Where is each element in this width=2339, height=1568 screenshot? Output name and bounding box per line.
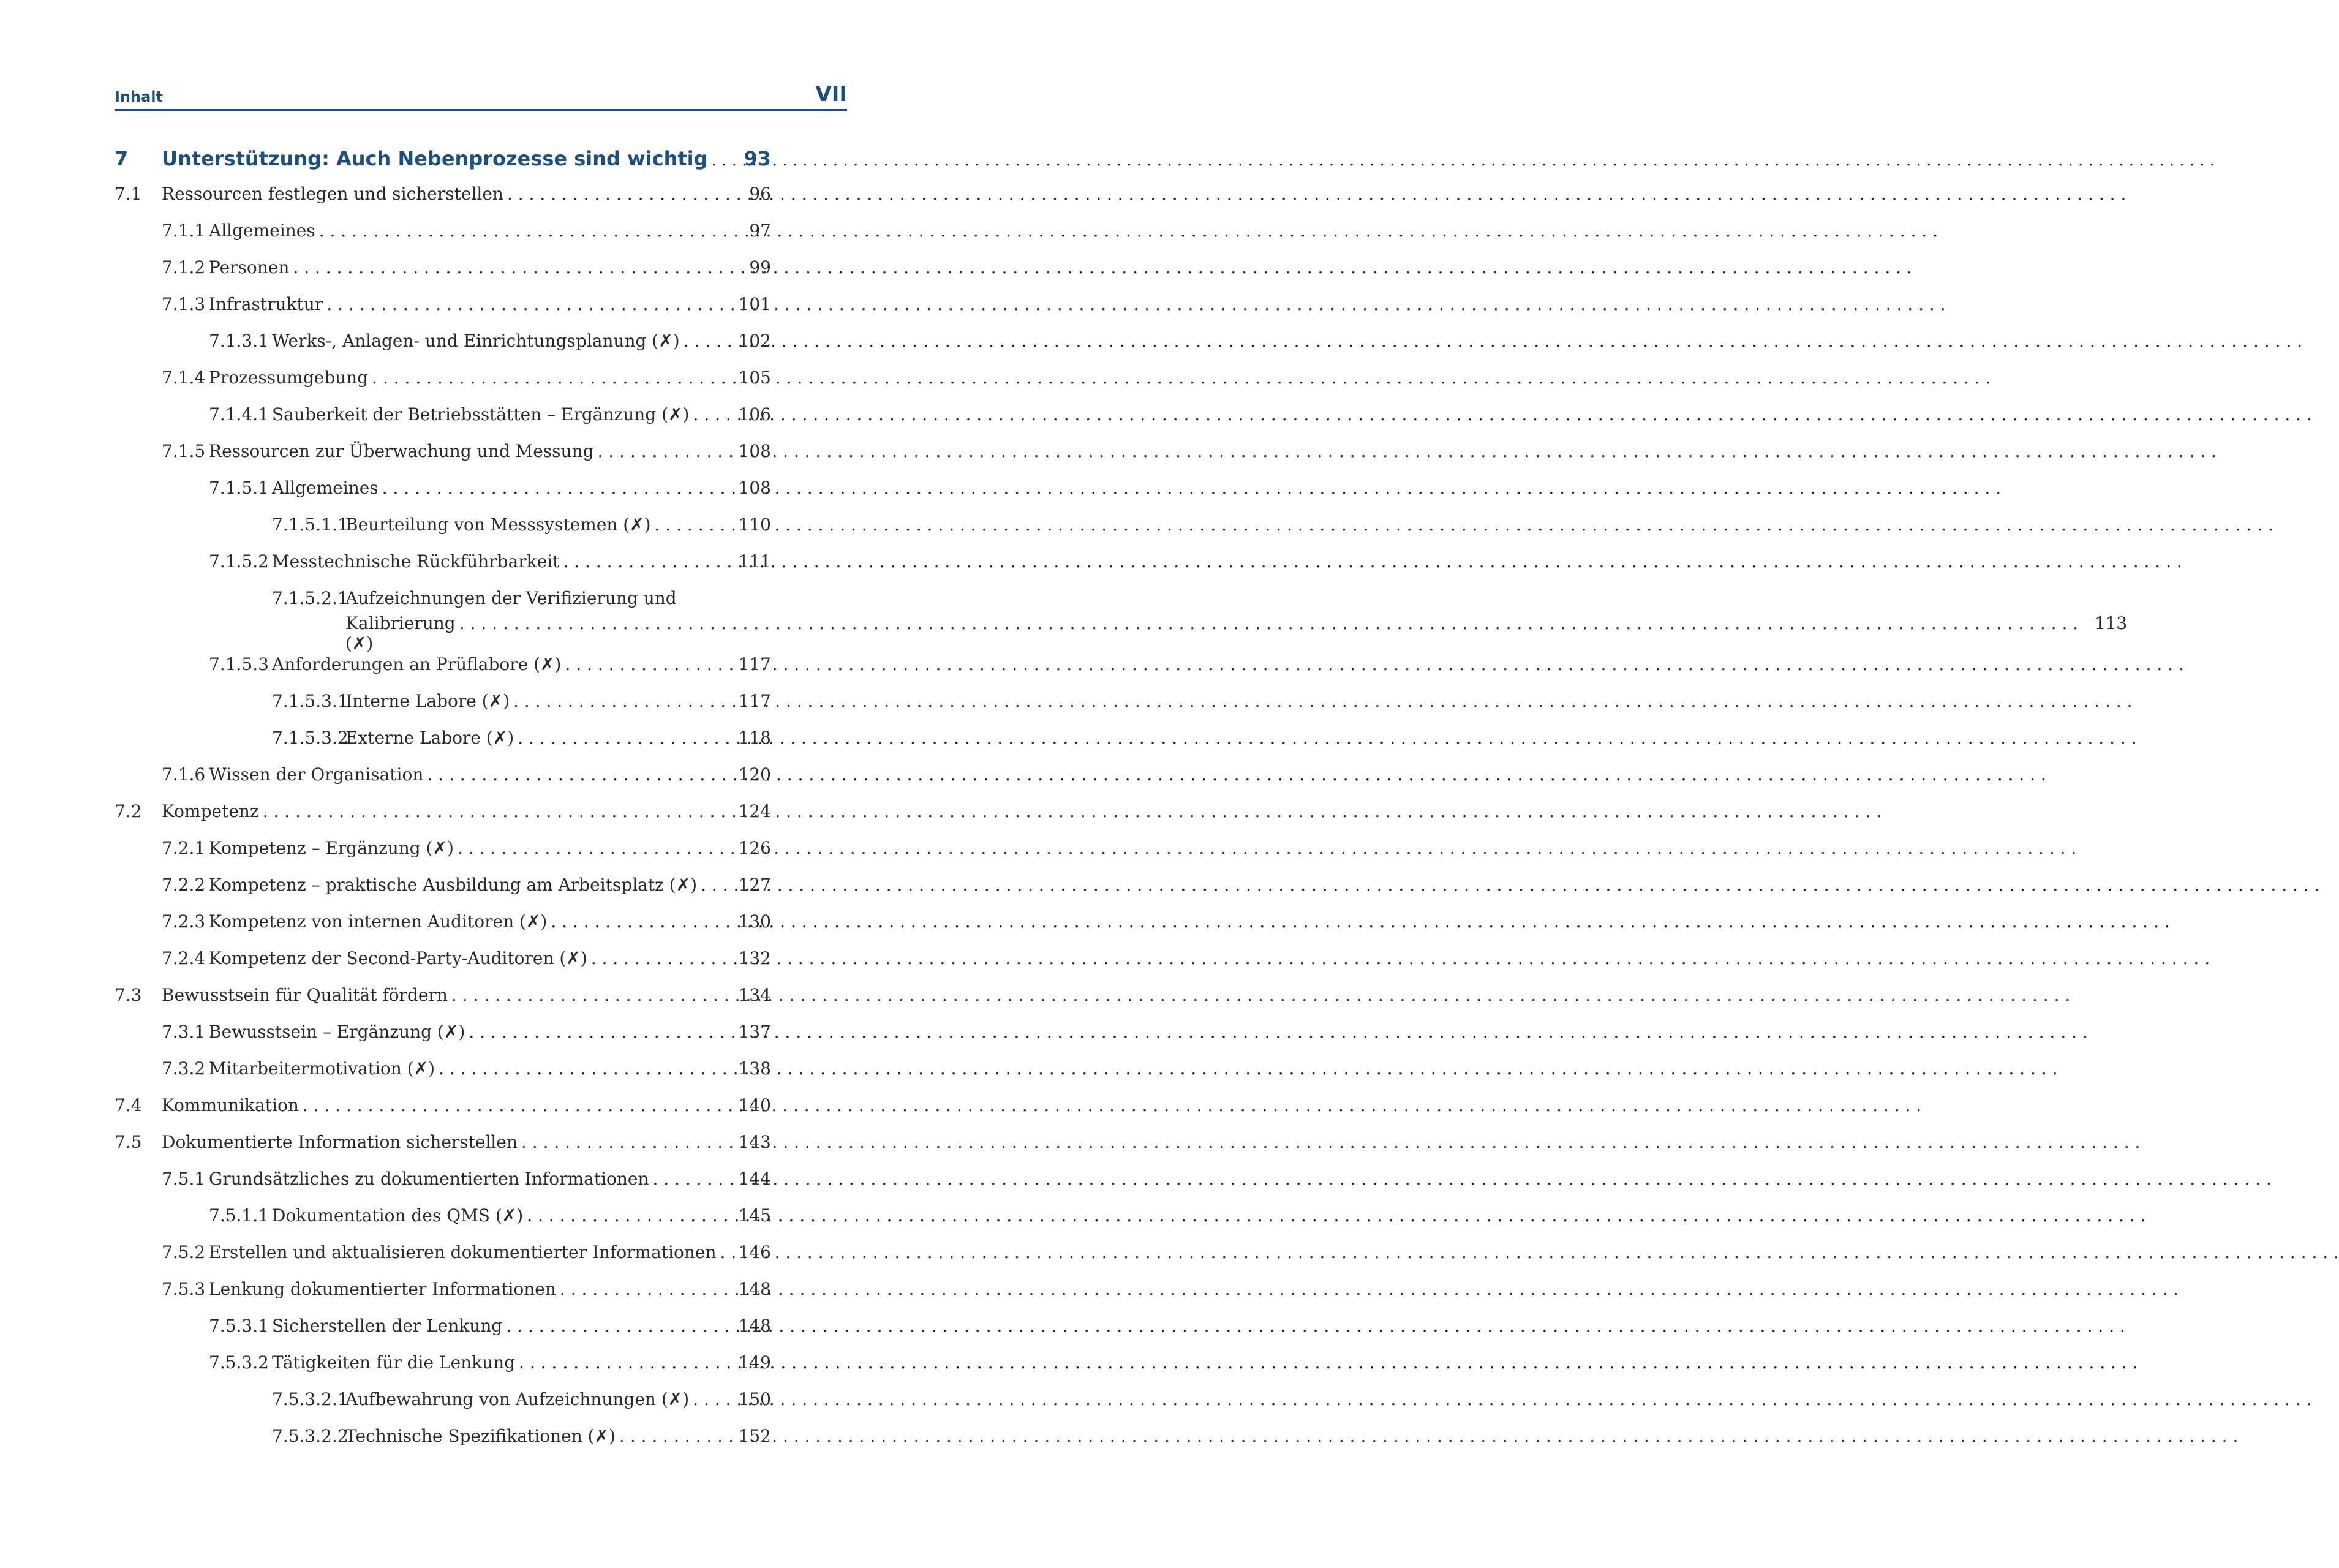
toc-entry-page: 137 xyxy=(738,1022,771,1042)
toc-entry-page: 127 xyxy=(738,875,771,895)
toc-entry-title: Sicherstellen der Lenkung xyxy=(272,1316,503,1336)
toc-entry-number: 7.5.3.1 xyxy=(209,1316,269,1336)
toc-entry-title: Tätigkeiten für die Lenkung xyxy=(272,1352,516,1373)
toc-entry-body xyxy=(345,1426,726,1446)
toc-entry-number: 7.1.5.3.2 xyxy=(272,728,348,748)
toc-entry-number: 7.2.2 xyxy=(162,875,206,895)
toc-entry-page: 148 xyxy=(738,1279,771,1299)
toc-entry[interactable] xyxy=(115,1095,771,1132)
toc-leader-dots xyxy=(712,151,2215,170)
toc-entry-title: Beurteilung von Messsystemen (✗) xyxy=(345,514,651,535)
toc-entry-body xyxy=(209,1058,726,1079)
toc-entry[interactable] xyxy=(115,1389,771,1426)
toc-entry-page: 118 xyxy=(738,728,771,748)
toc-entry-title: Bewusstsein – Ergänzung (✗) xyxy=(209,1022,465,1042)
toc-entry-number: 7.2 xyxy=(115,801,142,821)
toc-leader-dots xyxy=(560,1279,2179,1299)
toc-entry-number: 7.5.3.2 xyxy=(209,1352,269,1373)
toc-entry-number: 7.1.5.3.1 xyxy=(272,691,348,711)
toc-entry-body xyxy=(345,691,726,711)
toc-entry-number: 7.1.5 xyxy=(162,441,206,461)
toc-entry-page: 120 xyxy=(738,764,771,785)
toc-entry-number: 7.5.3.2.1 xyxy=(272,1389,348,1409)
toc-entry-page: 145 xyxy=(738,1205,771,1226)
toc-entry-body xyxy=(272,1316,726,1336)
toc-entry-number: 7.2.1 xyxy=(162,838,206,858)
toc-entry-body xyxy=(162,801,726,821)
toc-entry-body xyxy=(272,404,726,424)
toc-entry-body xyxy=(209,911,726,932)
toc-entry-title: Technische Spezifikationen (✗) xyxy=(345,1426,616,1446)
toc-entry-number: 7 xyxy=(115,147,129,170)
toc-entry[interactable] xyxy=(115,1169,771,1205)
toc-entry[interactable] xyxy=(115,368,771,404)
toc-leader-dots xyxy=(372,368,1991,388)
toc-entry-page: 113 xyxy=(2094,613,2128,633)
toc-entry[interactable] xyxy=(115,1316,771,1352)
toc-entry-title: Messtechnische Rückführbarkeit xyxy=(272,551,560,571)
toc-entry-title: Kommunikation xyxy=(162,1095,299,1115)
toc-entry-body xyxy=(345,1389,726,1409)
toc-entry-number: 7.1 xyxy=(115,184,142,204)
toc-leader-dots xyxy=(598,441,2217,461)
toc-entry-title: Sauberkeit der Betriebsstätten – Ergänzung (✗) xyxy=(272,404,690,424)
toc-chapter-entry[interactable] xyxy=(115,147,771,184)
toc-leader-dots xyxy=(655,514,2273,535)
toc-entry-number: 7.1.3 xyxy=(162,294,206,314)
toc-entry[interactable] xyxy=(115,764,771,801)
toc-leader-dots xyxy=(701,875,2319,895)
toc-entry-page: 106 xyxy=(738,404,771,424)
running-header xyxy=(115,77,847,111)
toc-entry-number: 7.1.5.2.1 xyxy=(272,588,348,608)
toc-entry-body xyxy=(209,838,726,858)
toc-entry-title: Grundsätzliches zu dokumentierten Informationen xyxy=(209,1169,649,1189)
toc-entry[interactable] xyxy=(115,875,771,911)
toc-entry-number: 7.1.1 xyxy=(162,221,206,241)
toc-entry[interactable] xyxy=(115,691,771,728)
toc-entry-title: Kompetenz xyxy=(162,801,259,821)
toc-entry-page: 144 xyxy=(738,1169,771,1189)
toc-entry-body xyxy=(209,875,726,895)
toc-entry-page: 134 xyxy=(738,985,771,1005)
toc-entry-page: 148 xyxy=(738,1316,771,1336)
header-section-name: Inhalt xyxy=(115,88,163,105)
toc-entry-title: Aufzeichnungen der Verifizierung und xyxy=(345,588,677,608)
toc-entry-body xyxy=(162,147,726,170)
toc-entry[interactable] xyxy=(115,514,771,551)
toc-entry-title: Lenkung dokumentierter Informationen xyxy=(209,1279,556,1299)
toc-entry-body xyxy=(209,1242,726,1262)
toc-entry-number: 7.1.6 xyxy=(162,764,206,785)
toc-entry[interactable] xyxy=(115,404,771,441)
toc-leader-dots xyxy=(720,1242,2339,1262)
toc-entry-page: 111 xyxy=(738,551,771,571)
toc-entry[interactable] xyxy=(115,1352,771,1389)
toc-entry-page: 150 xyxy=(738,1389,771,1409)
toc-entry-page: 110 xyxy=(738,514,771,535)
toc-entry-body xyxy=(209,441,726,461)
toc-entry-number: 7.1.5.1.1 xyxy=(272,514,348,535)
toc-entry-number: 7.5.1.1 xyxy=(209,1205,269,1226)
toc-entry[interactable] xyxy=(115,551,771,588)
toc-entry-page: 140 xyxy=(738,1095,771,1115)
toc-entry-body xyxy=(345,728,726,748)
toc-entry-number: 7.5.2 xyxy=(162,1242,206,1262)
toc-entry-body xyxy=(209,764,726,785)
toc-entry-body xyxy=(209,257,726,277)
toc-leader-dots xyxy=(693,404,2311,424)
toc-entry-number: 7.1.5.1 xyxy=(209,478,269,498)
toc-entry-body xyxy=(209,294,726,314)
toc-leader-dots xyxy=(427,764,2046,785)
toc-entry-title: Kompetenz – Ergänzung (✗) xyxy=(209,838,454,858)
toc-entry-title: Werks-, Anlagen- und Einrichtungsplanung (✗) xyxy=(272,331,680,351)
toc-leader-dots xyxy=(459,613,2078,633)
toc-entry[interactable] xyxy=(115,257,771,294)
toc-entry-page: 149 xyxy=(738,1352,771,1373)
toc-entry[interactable] xyxy=(115,948,771,985)
toc-entry-body xyxy=(162,985,726,1005)
toc-entry[interactable] xyxy=(115,441,771,478)
toc-leader-dots xyxy=(652,1169,2271,1189)
table-of-contents xyxy=(115,147,2128,1463)
toc-entry[interactable] xyxy=(115,801,771,838)
toc-entry[interactable] xyxy=(115,184,771,221)
toc-entry-title: Personen xyxy=(209,257,290,277)
toc-entry-page: 96 xyxy=(749,184,771,204)
toc-entry[interactable] xyxy=(115,911,771,948)
toc-entry-continuation xyxy=(345,613,2128,654)
toc-entry-page: 93 xyxy=(744,147,771,170)
toc-leader-dots xyxy=(319,221,1938,241)
toc-entry-title: Externe Labore (✗) xyxy=(345,728,514,748)
toc-entry-title: Aufbewahrung von Aufzeichnungen (✗) xyxy=(345,1389,690,1409)
toc-entry-title: Interne Labore (✗) xyxy=(345,691,510,711)
toc-entry[interactable] xyxy=(115,1279,771,1316)
toc-entry-body xyxy=(162,1132,726,1152)
toc-entry[interactable] xyxy=(115,221,771,257)
toc-leader-dots xyxy=(439,1058,2057,1079)
toc-entry-page: 97 xyxy=(749,221,771,241)
toc-entry-page: 101 xyxy=(738,294,771,314)
toc-entry[interactable] xyxy=(115,478,771,514)
toc-entry-body xyxy=(272,478,726,498)
toc-entry-title: Unterstützung: Auch Nebenprozesse sind wichtig xyxy=(162,147,708,170)
toc-leader-dots xyxy=(451,985,2070,1005)
header-page-number: VII xyxy=(815,82,847,107)
toc-entry-number: 7.5 xyxy=(115,1132,142,1152)
toc-entry-title: Prozessumgebung xyxy=(209,368,369,388)
toc-entry-number: 7.1.2 xyxy=(162,257,206,277)
toc-entry-body xyxy=(345,514,726,535)
toc-entry[interactable] xyxy=(115,1426,771,1463)
toc-entry-page: 108 xyxy=(738,441,771,461)
toc-entry-title: Anforderungen an Prüflabore (✗) xyxy=(272,654,562,674)
toc-entry-body xyxy=(272,331,726,351)
toc-entry-number: 7.1.4 xyxy=(162,368,206,388)
toc-entry-number: 7.1.3.1 xyxy=(209,331,269,351)
toc-entry-page: 152 xyxy=(738,1426,771,1446)
toc-entry[interactable] xyxy=(115,1205,771,1242)
toc-entry-page: 146 xyxy=(738,1242,771,1262)
toc-entry-number: 7.5.1 xyxy=(162,1169,206,1189)
toc-entry-number: 7.4 xyxy=(115,1095,142,1115)
toc-entry[interactable] xyxy=(115,1132,771,1169)
toc-entry-number: 7.3.2 xyxy=(162,1058,206,1079)
toc-entry-title: Kompetenz von internen Auditoren (✗) xyxy=(209,911,548,932)
toc-entry-title: Ressourcen zur Überwachung und Messung xyxy=(209,441,594,461)
toc-leader-dots xyxy=(693,1389,2311,1409)
toc-entry-page: 99 xyxy=(749,257,771,277)
toc-entry-title: Kompetenz der Second-Party-Auditoren (✗) xyxy=(209,948,587,968)
toc-entry-body xyxy=(272,1352,726,1373)
toc-entry-number: 7.5.3 xyxy=(162,1279,206,1299)
toc-entry-title: Dokumentation des QMS (✗) xyxy=(272,1205,524,1226)
toc-entry-title: Erstellen und aktualisieren dokumentierter Informationen xyxy=(209,1242,717,1262)
toc-entry-body xyxy=(272,551,726,571)
toc-entry[interactable] xyxy=(115,588,2128,654)
toc-entry-body xyxy=(209,948,726,968)
toc-entry-title: Ressourcen festlegen und sicherstellen xyxy=(162,184,503,204)
toc-entry-title: Bewusstsein für Qualität fördern xyxy=(162,985,448,1005)
toc-entry-page: 124 xyxy=(738,801,771,821)
toc-entry-title: Mitarbeitermotivation (✗) xyxy=(209,1058,435,1079)
toc-entry-page: 117 xyxy=(738,691,771,711)
toc-leader-dots xyxy=(263,801,1881,821)
toc-entry-title: Allgemeines xyxy=(272,478,379,498)
toc-entry-page: 102 xyxy=(738,331,771,351)
toc-entry-body xyxy=(209,1022,726,1042)
toc-entry-body xyxy=(209,1169,726,1189)
toc-entry-title-continued: Kalibrierung (✗) xyxy=(345,613,456,654)
toc-entry[interactable] xyxy=(115,294,771,331)
toc-entry-body xyxy=(345,588,2128,654)
toc-entry-title: Allgemeines xyxy=(209,221,315,241)
toc-leader-dots xyxy=(684,331,2302,351)
toc-entry[interactable] xyxy=(115,1022,771,1058)
toc-entry-body xyxy=(272,1205,726,1226)
toc-leader-dots xyxy=(469,1022,2087,1042)
toc-entry-number: 7.3 xyxy=(115,985,142,1005)
toc-entry-title: Kompetenz – praktische Ausbildung am Arbeitsplatz (✗) xyxy=(209,875,698,895)
toc-leader-dots xyxy=(563,551,2182,571)
toc-entry-number: 7.5.3.2.2 xyxy=(272,1426,348,1446)
toc-entry-page: 138 xyxy=(738,1058,771,1079)
toc-leader-dots xyxy=(458,838,2076,858)
toc-entry-page: 126 xyxy=(738,838,771,858)
toc-entry-body xyxy=(209,368,726,388)
toc-entry[interactable] xyxy=(115,1058,771,1095)
toc-leader-dots xyxy=(551,911,2169,932)
toc-entry-body xyxy=(162,1095,726,1115)
toc-entry[interactable] xyxy=(115,331,771,368)
toc-entry-number: 7.2.3 xyxy=(162,911,206,932)
toc-leader-dots xyxy=(303,1095,1921,1115)
toc-leader-dots xyxy=(293,257,1912,277)
toc-entry-page: 130 xyxy=(738,911,771,932)
toc-leader-dots xyxy=(382,478,2001,498)
toc-entry[interactable] xyxy=(115,728,771,764)
toc-entry-number: 7.1.5.3 xyxy=(209,654,269,674)
toc-entry-page: 105 xyxy=(738,368,771,388)
toc-entry-page: 117 xyxy=(738,654,771,674)
toc-entry-body xyxy=(209,221,726,241)
toc-entry-title: Dokumentierte Information sicherstellen xyxy=(162,1132,518,1152)
toc-entry-number: 7.3.1 xyxy=(162,1022,206,1042)
toc-entry-page: 132 xyxy=(738,948,771,968)
toc-entry[interactable] xyxy=(115,1242,771,1279)
toc-entry-page: 108 xyxy=(738,478,771,498)
toc-entry-page: 143 xyxy=(738,1132,771,1152)
toc-entry-title: Wissen der Organisation xyxy=(209,764,424,785)
toc-entry-body xyxy=(162,184,726,204)
toc-leader-dots xyxy=(619,1426,2238,1446)
toc-entry-number: 7.1.4.1 xyxy=(209,404,269,424)
toc-entry-title: Infrastruktur xyxy=(209,294,323,314)
toc-entry-body xyxy=(272,654,726,674)
toc-leader-dots xyxy=(326,294,1945,314)
toc-entry-number: 7.2.4 xyxy=(162,948,206,968)
toc-entry[interactable] xyxy=(115,838,771,875)
toc-entry-number: 7.1.5.2 xyxy=(209,551,269,571)
toc-leader-dots xyxy=(565,654,2183,674)
toc-entry[interactable] xyxy=(115,985,771,1022)
toc-leader-dots xyxy=(591,948,2210,968)
toc-entry-body xyxy=(209,1279,726,1299)
toc-entry[interactable] xyxy=(115,654,771,691)
